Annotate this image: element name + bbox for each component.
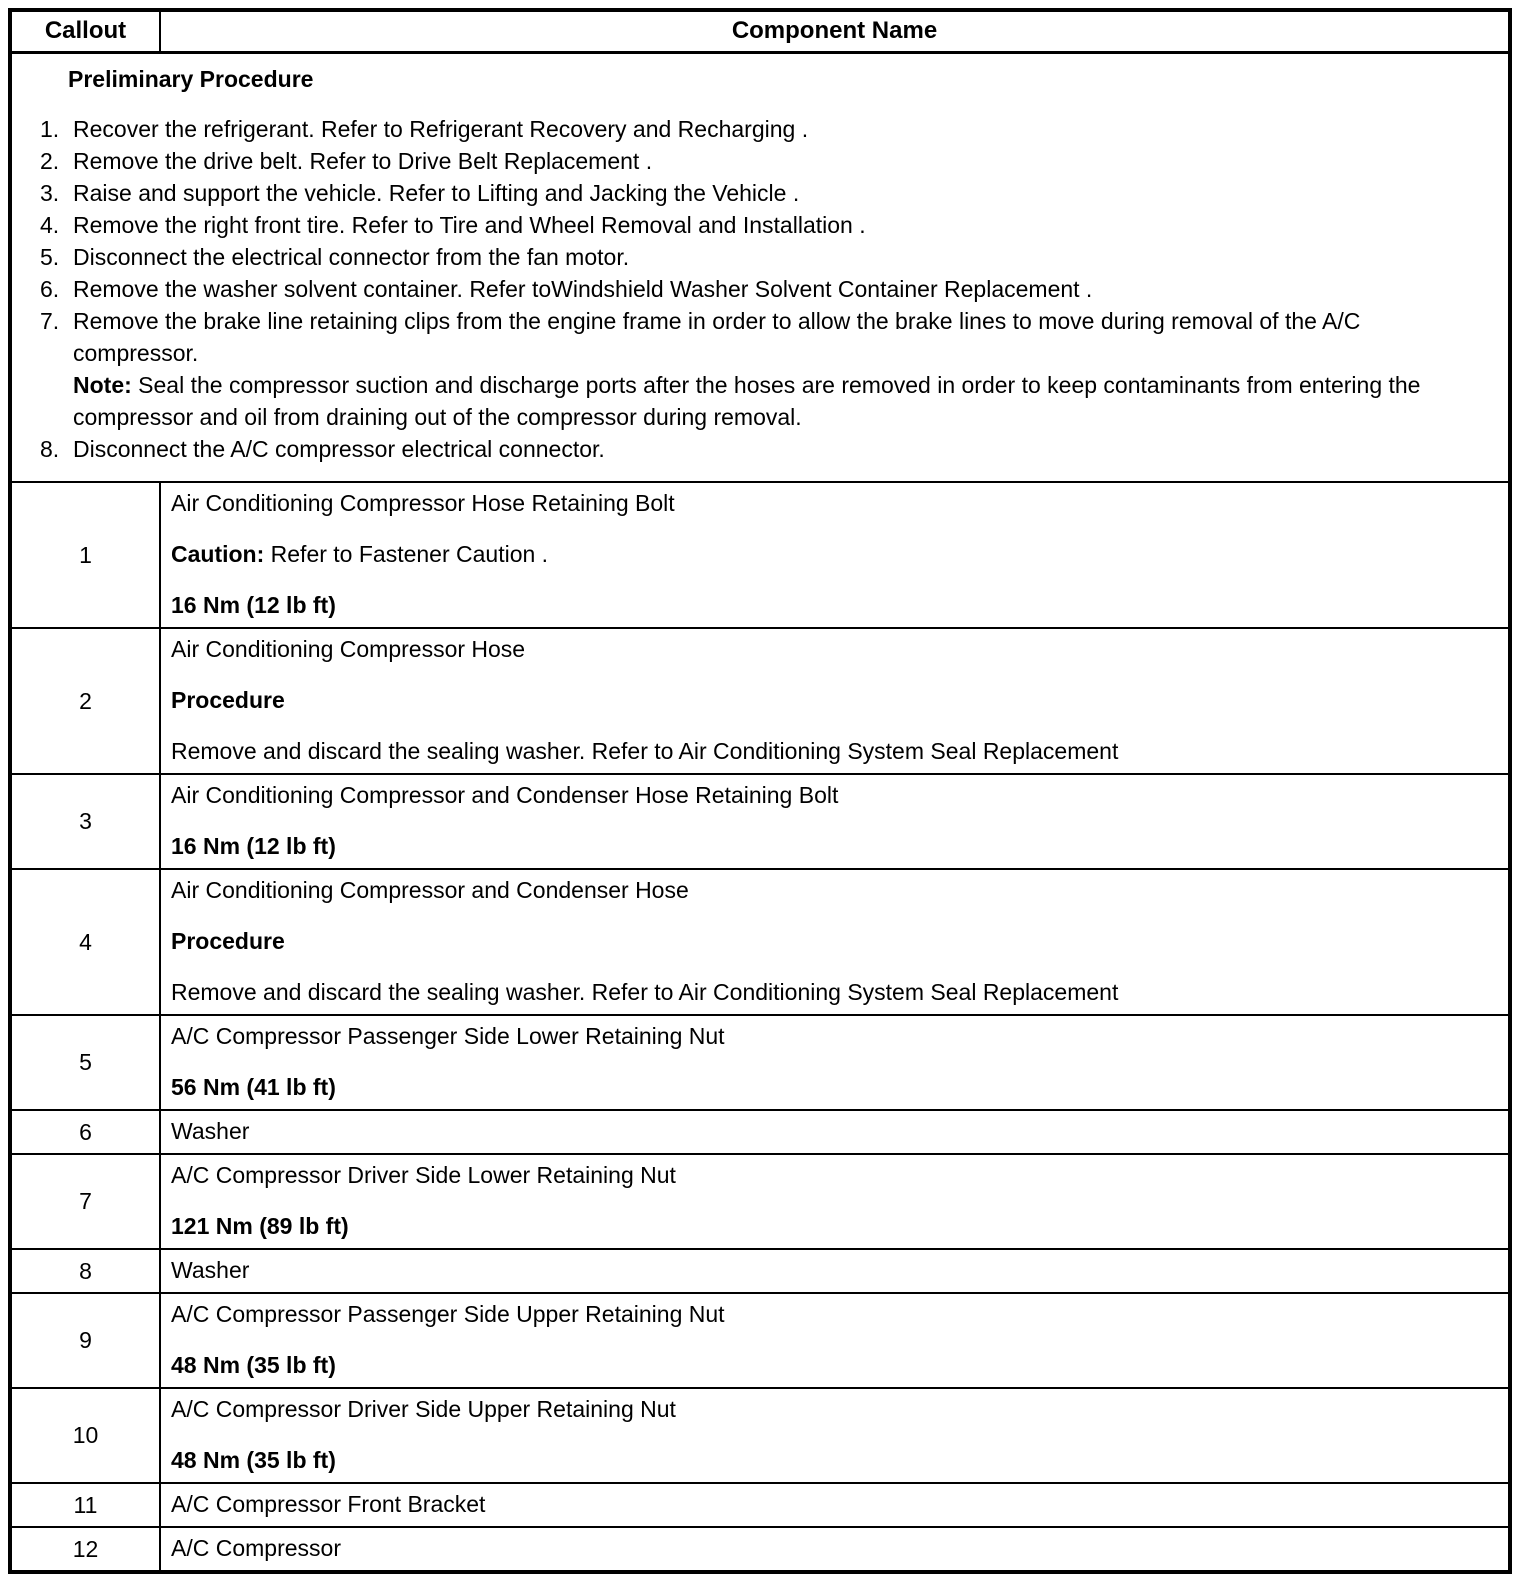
component-line: 56 Nm (41 lb ft) <box>171 1074 336 1100</box>
component-row <box>10 1015 1510 1110</box>
component-row <box>10 482 1510 628</box>
preliminary-steps-list <box>40 113 1492 465</box>
step-text: Remove the brake line retaining clips from the engine frame in order to allow the brake lines to move during removal of the A/C compressor. Note: Seal the compressor suction and discharge ports after the hoses are removed in order to keep contaminants from entering the compressor and oil from draining out of the compressor during removal. <box>73 305 1492 433</box>
preliminary-step <box>40 113 1492 145</box>
component-line: Washer <box>171 1118 250 1144</box>
component-line: Procedure <box>171 928 285 954</box>
step-number: 7. <box>40 308 60 334</box>
callout-number: 3 <box>10 774 160 869</box>
step-text: Recover the refrigerant. Refer to Refrigerant Recovery and Recharging . <box>73 116 809 142</box>
component-description <box>160 482 1510 628</box>
component-line: Procedure <box>171 687 285 713</box>
preliminary-step <box>40 209 1492 241</box>
callout-number: 10 <box>10 1388 160 1483</box>
step-number: 8. <box>40 436 60 462</box>
preliminary-step <box>40 241 1492 273</box>
step-note: Note: Seal the compressor suction and discharge ports after the hoses are removed in order to keep contaminants from entering the compressor and oil from draining out of the compressor during removal. <box>73 372 1421 430</box>
table-header-row <box>10 10 1510 53</box>
component-row <box>10 628 1510 774</box>
component-description <box>160 774 1510 869</box>
step-text: Remove the washer solvent container. Refer toWindshield Washer Solvent Container Replacement . <box>73 276 1093 302</box>
component-line: A/C Compressor <box>171 1535 341 1561</box>
callout-number: 11 <box>10 1483 160 1527</box>
step-text: Raise and support the vehicle. Refer to Lifting and Jacking the Vehicle . <box>73 180 800 206</box>
component-line: A/C Compressor Driver Side Lower Retaining Nut <box>171 1162 676 1188</box>
callout-number: 8 <box>10 1249 160 1293</box>
component-line: Caution: Refer to Fastener Caution . <box>171 541 549 567</box>
preliminary-step <box>40 273 1492 305</box>
component-description <box>160 1015 1510 1110</box>
component-line: 48 Nm (35 lb ft) <box>171 1352 336 1378</box>
component-line: Air Conditioning Compressor and Condenser Hose Retaining Bolt <box>171 782 839 808</box>
callout-number: 7 <box>10 1154 160 1249</box>
step-text: Disconnect the A/C compressor electrical connector. <box>73 436 605 462</box>
step-number: 5. <box>40 244 60 270</box>
component-description <box>160 628 1510 774</box>
step-number: 1. <box>40 116 60 142</box>
component-line: 48 Nm (35 lb ft) <box>171 1447 336 1473</box>
component-line: 121 Nm (89 lb ft) <box>171 1213 349 1239</box>
callout-number: 12 <box>10 1527 160 1572</box>
component-line: Air Conditioning Compressor and Condenser Hose <box>171 877 689 903</box>
callout-number: 2 <box>10 628 160 774</box>
component-line: Remove and discard the sealing washer. Refer to Air Conditioning System Seal Replacement <box>171 979 1119 1005</box>
component-line: Washer <box>171 1257 250 1283</box>
preliminary-procedure-cell <box>10 53 1510 483</box>
callout-number: 5 <box>10 1015 160 1110</box>
component-row <box>10 1110 1510 1154</box>
callout-number: 9 <box>10 1293 160 1388</box>
component-name-column-header: Component Name <box>160 10 1510 53</box>
component-row <box>10 1293 1510 1388</box>
component-description <box>160 1249 1510 1293</box>
component-description <box>160 1388 1510 1483</box>
component-description <box>160 1154 1510 1249</box>
preliminary-procedure-row <box>10 53 1510 483</box>
component-line: A/C Compressor Driver Side Upper Retaining Nut <box>171 1396 676 1422</box>
callout-number: 1 <box>10 482 160 628</box>
component-row <box>10 1249 1510 1293</box>
component-description <box>160 1527 1510 1572</box>
step-text: Disconnect the electrical connector from the fan motor. <box>73 244 630 270</box>
component-line: A/C Compressor Passenger Side Upper Retaining Nut <box>171 1301 725 1327</box>
component-line: 16 Nm (12 lb ft) <box>171 592 336 618</box>
preliminary-step <box>40 305 1492 433</box>
component-description <box>160 1110 1510 1154</box>
component-line: Remove and discard the sealing washer. Refer to Air Conditioning System Seal Replacement <box>171 738 1119 764</box>
component-line: A/C Compressor Passenger Side Lower Retaining Nut <box>171 1023 725 1049</box>
component-line: Air Conditioning Compressor Hose <box>171 636 526 662</box>
component-row <box>10 1388 1510 1483</box>
component-row <box>10 1154 1510 1249</box>
component-description <box>160 869 1510 1015</box>
component-description <box>160 1293 1510 1388</box>
callout-number: 4 <box>10 869 160 1015</box>
step-number: 3. <box>40 180 60 206</box>
component-line: A/C Compressor Front Bracket <box>171 1491 486 1517</box>
step-text: Remove the right front tire. Refer to Tire and Wheel Removal and Installation . <box>73 212 866 238</box>
step-number: 4. <box>40 212 60 238</box>
step-number: 2. <box>40 148 60 174</box>
preliminary-step <box>40 177 1492 209</box>
component-row <box>10 774 1510 869</box>
component-row <box>10 1527 1510 1572</box>
callout-number: 6 <box>10 1110 160 1154</box>
component-row <box>10 869 1510 1015</box>
component-line: Air Conditioning Compressor Hose Retaining Bolt <box>171 490 675 516</box>
component-line: 16 Nm (12 lb ft) <box>171 833 336 859</box>
step-text: Remove the drive belt. Refer to Drive Belt Replacement . <box>73 148 653 174</box>
component-table <box>8 8 1512 1574</box>
component-row <box>10 1483 1510 1527</box>
step-number: 6. <box>40 276 60 302</box>
preliminary-procedure-heading: Preliminary Procedure <box>68 66 314 92</box>
preliminary-step <box>40 433 1492 465</box>
callout-column-header: Callout <box>10 10 160 53</box>
component-description <box>160 1483 1510 1527</box>
preliminary-step <box>40 145 1492 177</box>
